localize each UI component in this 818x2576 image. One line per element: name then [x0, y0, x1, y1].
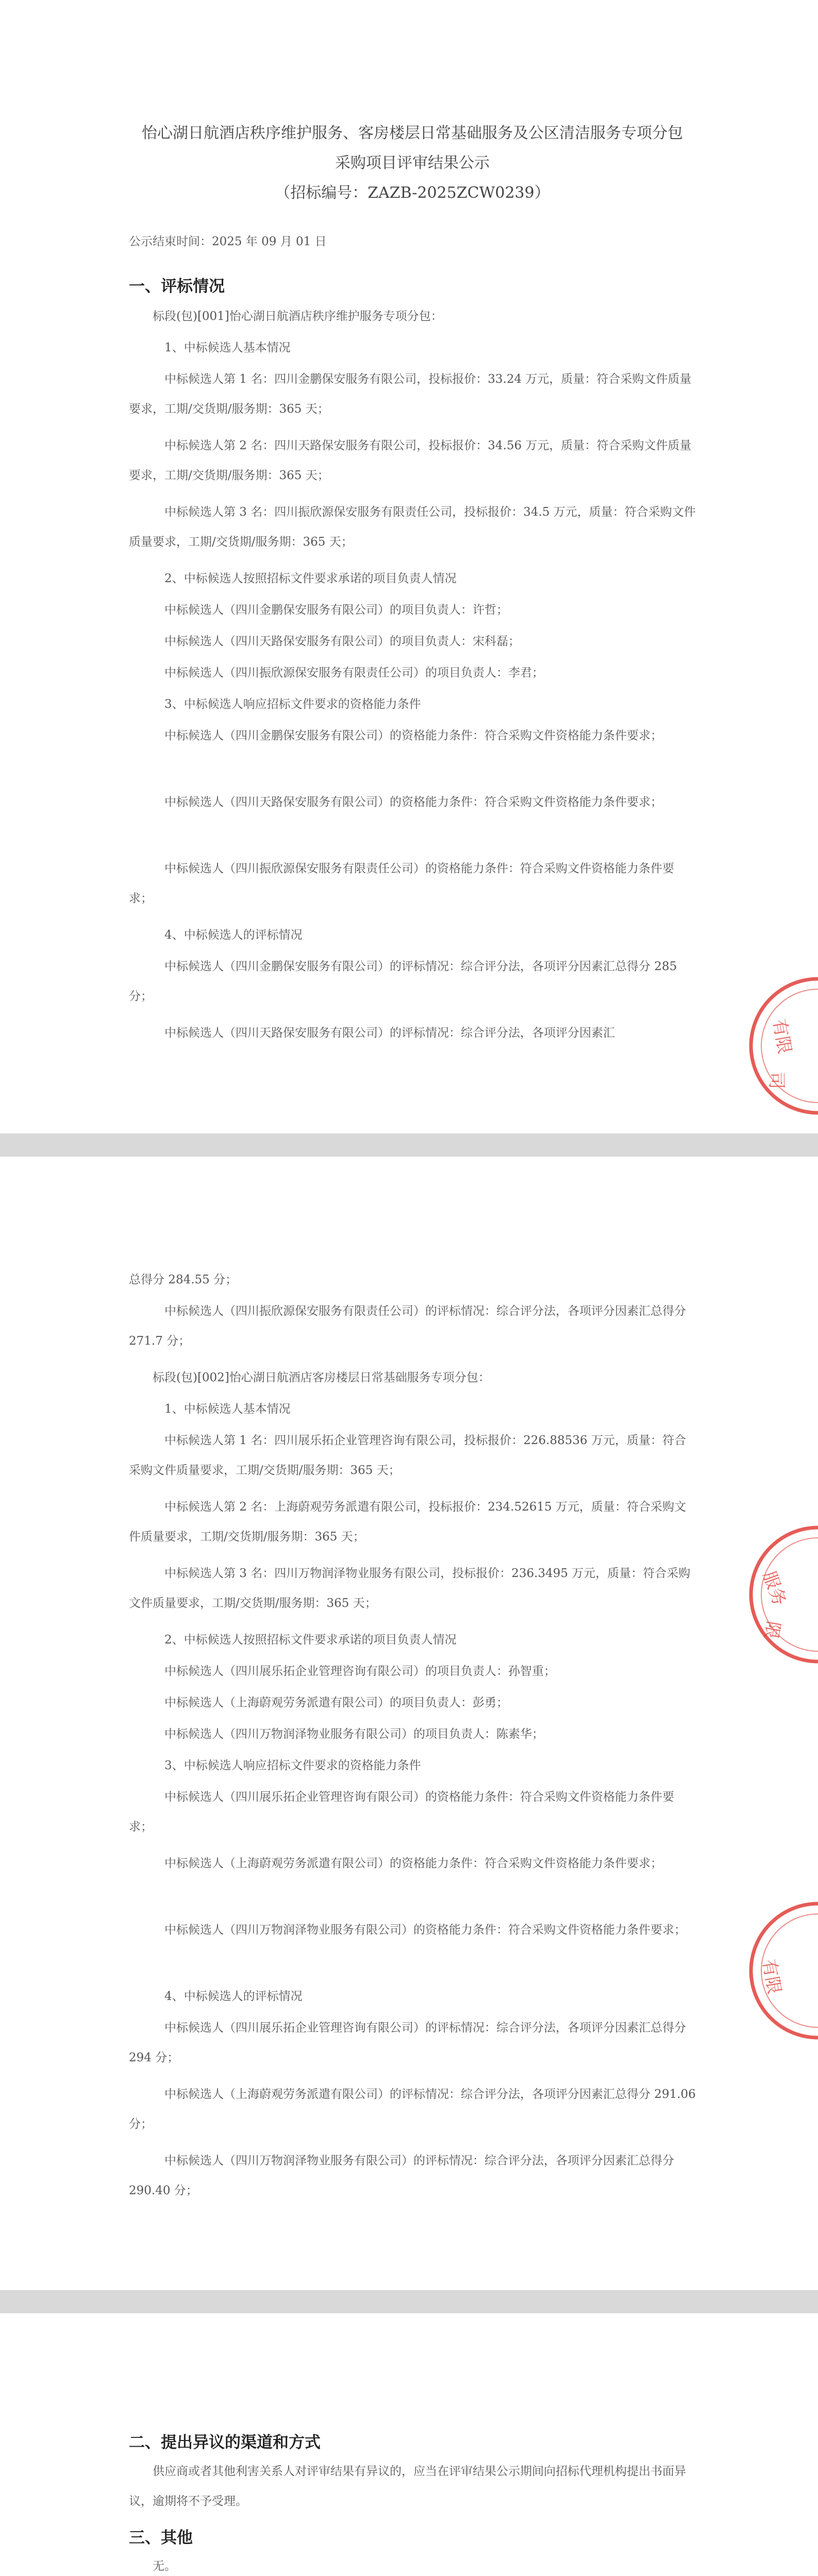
candidate-line: 中标候选人第 1 名：四川金鹏保安服务有限公司，投标报价：33.24 万元，质量：符合采购文件质量要求，工期/交货期/服务期：365 天；: [129, 372, 692, 416]
evaluation-line: 中标候选人（上海蔚观劳务派遣有限公司）的评标情况：综合评分法，各项评分因素汇总得分 291.06 分；: [129, 2088, 696, 2131]
subheading: 4、中标候选人的评标情况: [164, 1990, 303, 2003]
candidate-line: 中标候选人第 3 名：四川万物润泽物业服务有限公司，投标报价：236.3495 万元，质量：符合采购文件质量要求，工期/交货期/服务期：365 天；: [129, 1567, 691, 1610]
evaluation-line-continued: 总得分 284.55 分；: [129, 1273, 238, 1286]
section-2-heading: 二、提出异议的渠道和方式: [129, 2433, 321, 2452]
subheading: 3、中标候选人响应招标文件要求的资格能力条件: [164, 1759, 421, 1772]
svg-text:司: 司: [766, 1072, 787, 1089]
subheading: 1、中标候选人基本情况: [164, 341, 291, 354]
svg-text:有限: 有限: [769, 1017, 795, 1056]
qualification-line: 中标候选人（四川振欣源保安服务有限责任公司）的资格能力条件：符合采购文件资格能力条件要求；: [129, 862, 674, 905]
candidate-line: 中标候选人第 2 名：四川天路保安服务有限公司，投标报价：34.56 万元，质量：符合采购文件质量要求，工期/交货期/服务期：365 天；: [129, 439, 692, 482]
qualification-line: 中标候选人（四川金鹏保安服务有限公司）的资格能力条件：符合采购文件资格能力条件要求；: [164, 729, 662, 742]
manager-line: 中标候选人（上海蔚观劳务派遣有限公司）的项目负责人：彭勇；: [164, 1696, 508, 1709]
section-2-body: 供应商或者其他利害关系人对评审结果有异议的，应当在评审结果公示期间向招标代理机构提出书面异议，逾期将不予受理。: [129, 2465, 686, 2508]
subheading: 2、中标候选人按照招标文件要求承诺的项目负责人情况: [164, 572, 457, 585]
evaluation-line: 中标候选人（四川振欣源保安服务有限责任公司）的评标情况：综合评分法，各项评分因素汇总得分 271.7 分；: [129, 1304, 686, 1348]
seal-stamp-edge: [742, 1517, 818, 1672]
seal-stamp-edge: [742, 1893, 818, 2048]
candidate-line: 中标候选人第 2 名：上海蔚观劳务派遣有限公司，投标报价：234.52615 万元，质量：符合采购文件质量要求，工期/交货期/服务期：365 天；: [129, 1500, 686, 1544]
manager-line: 中标候选人（四川振欣源保安服务有限责任公司）的项目负责人：李君；: [164, 666, 544, 680]
section-3-heading: 三、其他: [129, 2529, 193, 2547]
evaluation-line: 中标候选人（四川天路保安服务有限公司）的评标情况：综合评分法，各项评分因素汇: [164, 1026, 615, 1040]
subheading: 3、中标候选人响应招标文件要求的资格能力条件: [164, 698, 421, 711]
evaluation-line: 中标候选人（四川展乐拓企业管理咨询有限公司）的评标情况：综合评分法，各项评分因素汇总得分 294 分；: [129, 2021, 686, 2064]
svg-text:服务: 服务: [758, 1568, 790, 1608]
title-line-3: （招标编号：ZAZB-2025ZCW0239）: [275, 184, 550, 202]
qualification-line: 中标候选人（上海蔚观劳务派遣有限公司）的资格能力条件：符合采购文件资格能力条件要求；: [164, 1857, 662, 1870]
candidate-line: 中标候选人第 3 名：四川振欣源保安服务有限责任公司，投标报价：34.5 万元，质量：符合采购文件质量要求，工期/交货期/服务期：365 天；: [129, 505, 696, 549]
end-time: 公示结束时间：2025 年 09 月 01 日: [129, 235, 327, 248]
qualification-line: 中标候选人（四川展乐拓企业管理咨询有限公司）的资格能力条件：符合采购文件资格能力条件要求；: [129, 1790, 674, 1834]
seal-stamp-edge: [742, 969, 818, 1123]
evaluation-line: 中标候选人（四川金鹏保安服务有限公司）的评标情况：综合评分法，各项评分因素汇总得分 285 分；: [129, 960, 677, 1003]
section-1-heading: 一、评标情况: [129, 277, 225, 296]
doc-title: [129, 118, 696, 208]
subheading: 2、中标候选人按照招标文件要求承诺的项目负责人情况: [164, 1633, 457, 1647]
manager-line: 中标候选人（四川金鹏保安服务有限公司）的项目负责人：许哲；: [164, 603, 508, 617]
package-2-title: 标段(包)[002]怡心湖日航酒店客房楼层日常基础服务专项分包：: [153, 1371, 490, 1384]
subheading: 1、中标候选人基本情况: [164, 1402, 291, 1416]
svg-text:限: 限: [760, 1619, 784, 1640]
subheading: 4、中标候选人的评标情况: [164, 928, 303, 942]
manager-line: 中标候选人（四川天路保安服务有限公司）的项目负责人：宋科磊；: [164, 635, 520, 648]
manager-line: 中标候选人（四川展乐拓企业管理咨询有限公司）的项目负责人：孙智重；: [164, 1665, 556, 1678]
title-line-2: 采购项目评审结果公示: [335, 154, 490, 172]
evaluation-line: 中标候选人（四川万物润泽物业服务有限公司）的评标情况：综合评分法，各项评分因素汇总得分 290.40 分；: [129, 2154, 674, 2197]
package-1-title: 标段(包)[001]怡心湖日航酒店秩序维护服务专项分包：: [153, 310, 443, 323]
title-line-1: 怡心湖日航酒店秩序维护服务、客房楼层日常基础服务及公区清洁服务专项分包: [142, 124, 683, 142]
candidate-line: 中标候选人第 1 名：四川展乐拓企业管理咨询有限公司，投标报价：226.88536 万元，质量：符合采购文件质量要求，工期/交货期/服务期：365 天；: [129, 1434, 686, 1477]
page-2: [0, 1157, 818, 2290]
manager-line: 中标候选人（四川万物润泽物业服务有限公司）的项目负责人：陈素华；: [164, 1727, 544, 1741]
qualification-line: 中标候选人（四川万物润泽物业服务有限公司）的资格能力条件：符合采购文件资格能力条件要求；: [164, 1923, 686, 1937]
qualification-line: 中标候选人（四川天路保安服务有限公司）的资格能力条件：符合采购文件资格能力条件要求；: [164, 795, 662, 809]
svg-text:有限: 有限: [758, 1957, 785, 1996]
page-3: [0, 2313, 818, 2576]
section-3-body: 无。: [153, 2560, 176, 2573]
page-1: [0, 0, 818, 1133]
